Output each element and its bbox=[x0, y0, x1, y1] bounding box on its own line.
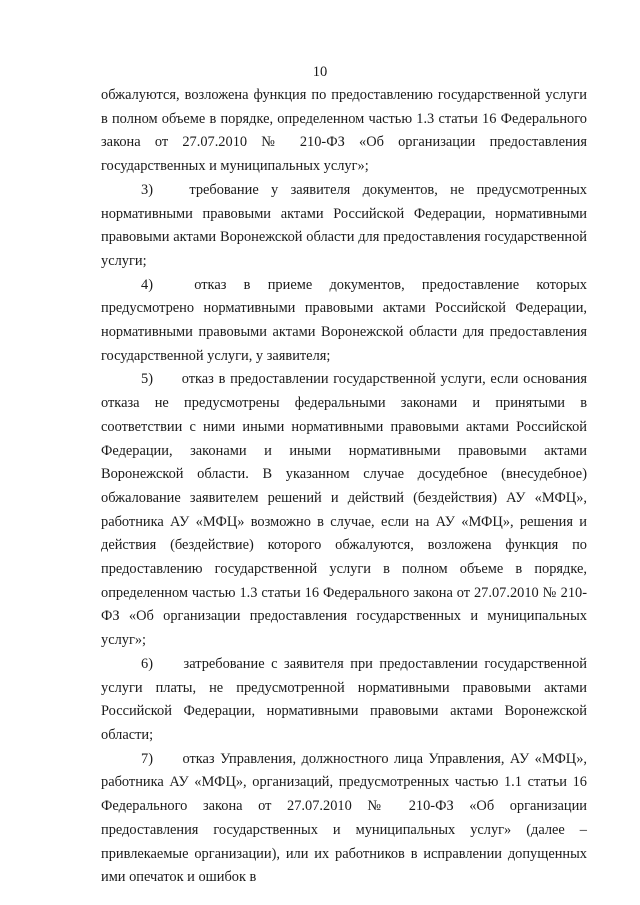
paragraph-continuation bbox=[101, 84, 587, 179]
page-number: 10 bbox=[312, 64, 328, 80]
list-item-number: 3) bbox=[141, 181, 153, 198]
list-item-number: 4) bbox=[141, 276, 153, 293]
list-item-6 bbox=[101, 653, 587, 748]
paragraph-text: обжалуются, возложена функция по предоставлению государственной услуги в полном объеме в порядке, определенном частью 1.3 статьи 16 Федерального закона от 27.07.2010 № 210-ФЗ «Об организации предоставления государственных и муниципальных услуг»; bbox=[101, 87, 587, 175]
list-item-7 bbox=[101, 748, 587, 890]
paragraph-text: отказ в предоставлении государственной услуги, если основания отказа не предусмотрены федеральными законами и принятыми в соответствии с ними иными нормативными правовыми актами Российской Федерации, законами и иными нормативными правовыми актами Воронежской области. В указанном случае досудебное (внесудебное) обжалование заявителем решений и действий (бездействия) АУ «МФЦ», работника АУ «МФЦ» возможно в случае, если на АУ «МФЦ», решения и действия (бездействие) которого обжалуются, возложена функция по предоставлению государственной услуги в полном объеме в порядке, определенном частью 1.3 статьи 16 Федерального закона от 27.07.2010 № 210-ФЗ «Об организации предоставления государственных и муниципальных услуг»; bbox=[101, 371, 587, 649]
document-body bbox=[101, 84, 587, 890]
paragraph-text: требование у заявителя документов, не предусмотренных нормативными правовыми актами Российской Федерации, нормативными правовыми актами Воронежской области для предоставления государственной услуги; bbox=[101, 181, 587, 269]
list-item-number: 5) bbox=[141, 371, 153, 388]
list-item-number: 6) bbox=[141, 655, 153, 672]
list-item-number: 7) bbox=[141, 750, 153, 767]
list-item-3 bbox=[101, 179, 587, 274]
paragraph-text: отказ в приеме документов, предоставление которых предусмотрено нормативными правовыми актами Российской Федерации, нормативными правовыми актами Воронежской области для предоставления государственной услуги, у заявителя; bbox=[101, 276, 587, 364]
paragraph-text: затребование с заявителя при предоставлении государственной услуги платы, не предусмотренной нормативными правовыми актами Российской Федерации, нормативными правовыми актами Воронежской области; bbox=[101, 655, 587, 743]
paragraph-text: отказ Управления, должностного лица Управления, АУ «МФЦ», работника АУ «МФЦ», организаций, предусмотренных частью 1.1 статьи 16 Федерального закона от 27.07.2010 № 210-ФЗ «Об организации предоставления государственных и муниципальных услуг» (далее – привлекаемые организации), или их работников в исправлении допущенных ими опечаток и ошибок в bbox=[101, 750, 587, 886]
list-item-5 bbox=[101, 368, 587, 652]
list-item-4 bbox=[101, 274, 587, 369]
